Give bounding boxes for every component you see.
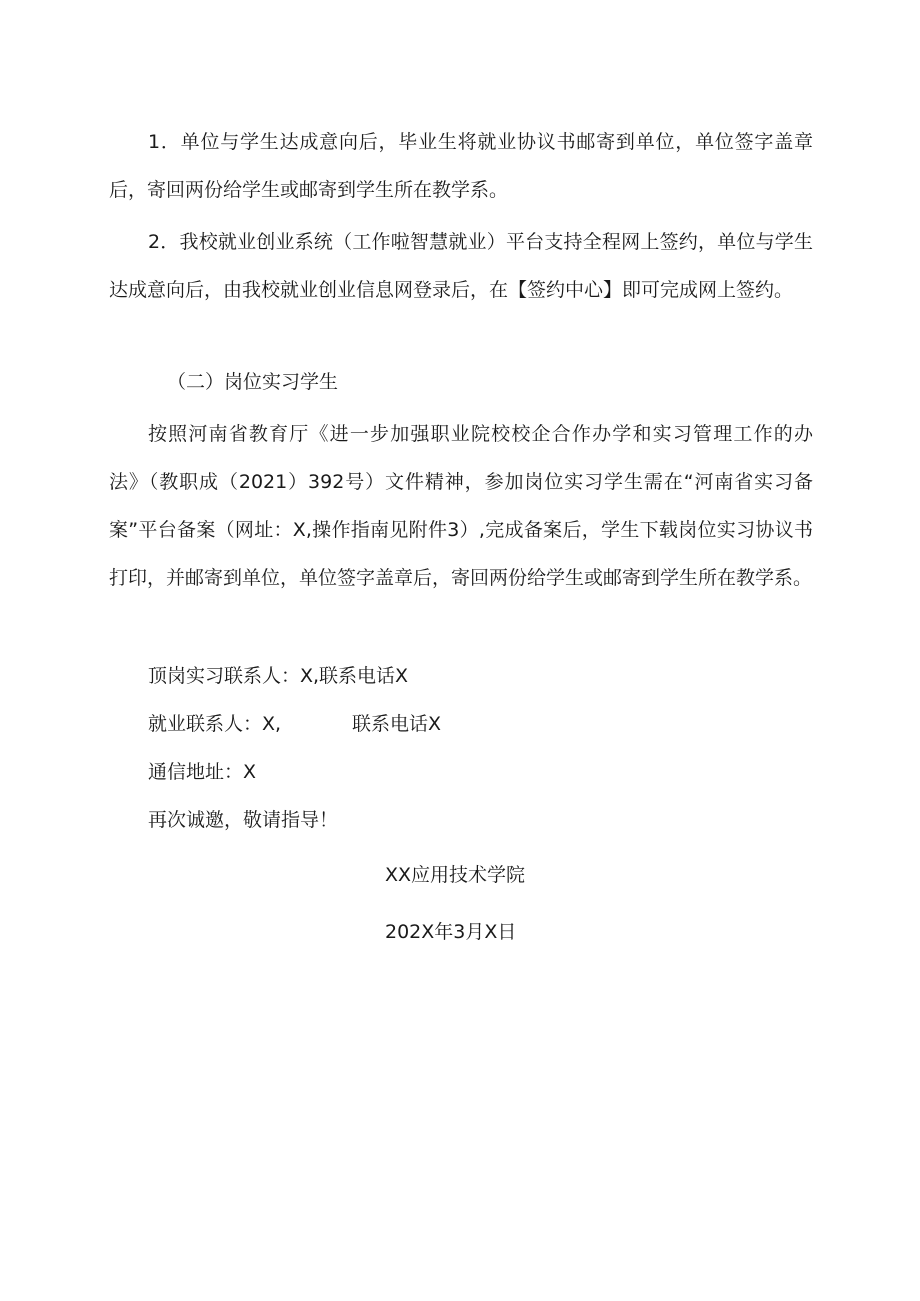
signature-org: XX应用技术学院 bbox=[385, 864, 526, 886]
closing-line: 再次诚邀，敬请指导！ bbox=[148, 809, 339, 831]
paragraph-1: 1．单位与学生达成意向后，毕业生将就业协议书邮寄到单位，单位签字盖章后，寄回两份给学生或邮寄到学生所在教学系。 bbox=[109, 131, 813, 201]
signature-date: 202X年3月X日 bbox=[385, 921, 517, 943]
internship-paragraph: 按照河南省教育厅《进一步加强职业院校校企合作办学和实习管理工作的办法》（教职成（2021）392号）文件精神，参加岗位实习学生需在“河南省实习备案”平台备案（网址：X,操作指南见附件3）,完成备案后，学生下载岗位实习协议书打印，并邮寄到单位，单位签字盖章后，寄回两份给学生或邮寄到学生所在教学系。 bbox=[109, 423, 813, 589]
paragraph-2: 2．我校就业创业系统（工作啦智慧就业）平台支持全程网上签约，单位与学生达成意向后，由我校就业创业信息网登录后，在【签约中心】即可完成网上签约。 bbox=[109, 231, 813, 301]
section-heading: （二）岗位实习学生 bbox=[167, 371, 339, 393]
address: 通信地址：X bbox=[148, 761, 257, 783]
employment-contact-phone: 联系电话X bbox=[352, 713, 442, 735]
employment-contact-name: 就业联系人：X, bbox=[148, 713, 282, 735]
internship-contact: 顶岗实习联系人：X,联系电话X bbox=[148, 665, 409, 687]
